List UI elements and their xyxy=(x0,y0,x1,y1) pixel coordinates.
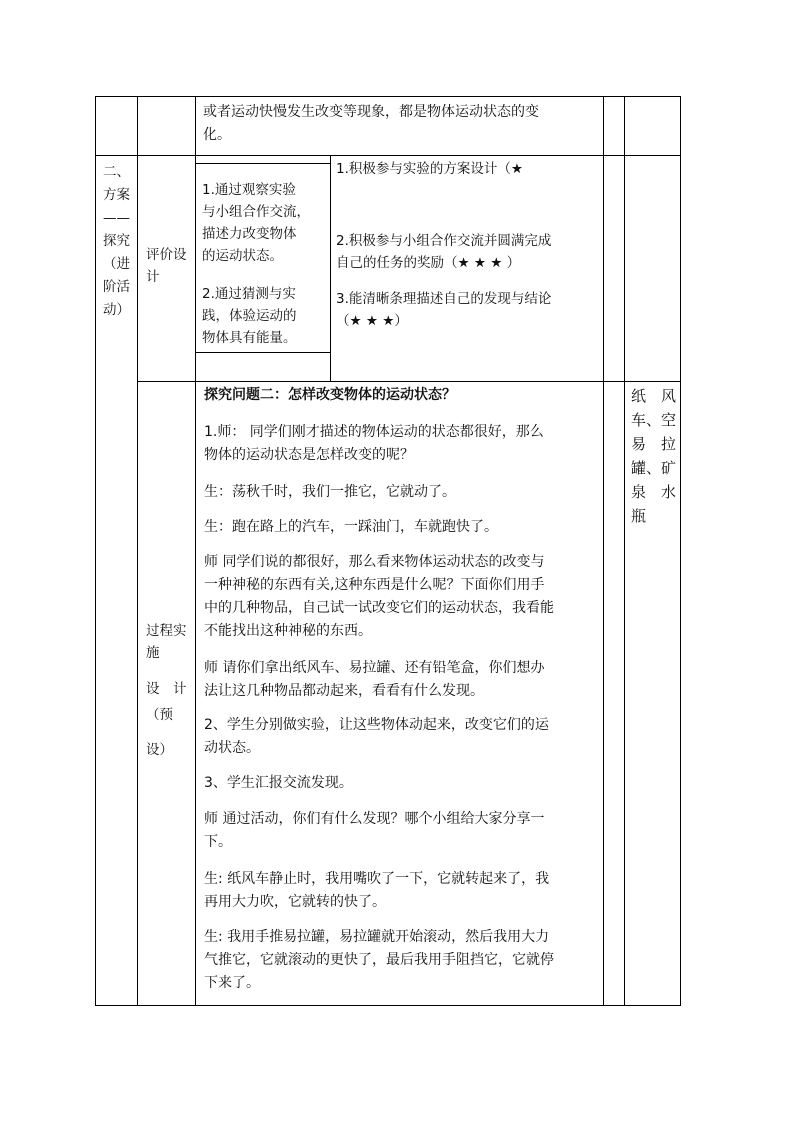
table-column-divider xyxy=(195,96,196,1006)
criteria-column-divider xyxy=(330,155,331,381)
continued-text-line: 或者运动快慢发生改变等现象，都是物体运动状态的变 xyxy=(203,104,539,120)
section-title-line: 方案 xyxy=(103,187,130,203)
evaluation-label: 计 xyxy=(146,269,160,285)
section-title-line: 探究 xyxy=(103,233,130,249)
document-page: 或者运动快慢发生改变等现象，都是物体运动状态的变 化。 二、 方案 —— 探究 （进 阶活 动） 评价设 计 1.通过观察实验 与小组合作交流， 描述力改变物体 的运动状态。 2.通过猜测与实 践，体验运动的 物体具有能量。 1.积极参与实验的方案设计（★ 2.积极参与小组合作交流并圆满完成 自己的任务的奖励（★ ★ ★ ） 3.能清晰条理描述自己的发现与结论 （★ ★ ★） 过程实 施 设 计 （预 设） 探究问题二：怎样改变物体的运动状态？ 1.师： 同学们刚才描述的物体运动的状态都很好，那么 物体的运动状态是怎样改变的呢？ 生：荡秋千时，我们一推它，它就动了。 生：跑在路上的汽车，一踩油门，车就跑快了。 师 同学们说的都很好，那么看来物体运动状态的改变与 一种神秘的东西有关,这种东西是什么呢？下面你们用手 中的几种物品，自己试一试改变它们的运动状态，我看能 不能找出这种神秘的东西。 师 请你们拿出纸风车、易拉罐、还有铅笔盒，你们想办 法让这几种物品都动起来，看看有什么发现。 2、学生分别做实验，让这些物体动起来，改变它们的运 动状态。 3、学生汇报交流发现。 师 通过活动，你们有什么发现？哪个小组给大家分享一 下。 生: 纸风车静止时，我用嘴吹了一下，它就转起来了，我 再用大力吹，它就转的快了。 生: 我用手推易拉罐，易拉罐就开始滚动，然后我用大力 气推它，它就滚动的更快了，最后我用手阻挡它，它就停 下来了。 纸 风 车、空 易 拉 罐、矿 泉 水 瓶 xyxy=(0,0,794,1123)
process-heading: 探究问题二：怎样改变物体的运动状态？ xyxy=(204,387,456,403)
table-border-bottom xyxy=(95,1005,681,1006)
goals-box-bottom xyxy=(195,352,330,353)
table-column-divider xyxy=(624,96,625,1006)
section-title-line: 二、 xyxy=(103,164,130,180)
evaluation-label: 评价设 xyxy=(146,247,187,263)
section-title-line: （进 xyxy=(103,256,130,272)
goals-box-top xyxy=(195,163,330,164)
table-column-divider xyxy=(137,96,138,1006)
table-border-left xyxy=(95,96,96,1006)
section-title-line: —— xyxy=(103,210,130,226)
table-row-divider xyxy=(137,381,681,382)
table-column-divider xyxy=(603,96,604,1006)
table-border-right xyxy=(680,96,681,1006)
continued-text-line: 化。 xyxy=(203,127,231,143)
table-row-divider xyxy=(95,155,681,156)
section-title-line: 动） xyxy=(103,302,130,318)
section-title-line: 阶活 xyxy=(103,279,130,295)
table-border-top xyxy=(95,96,681,97)
